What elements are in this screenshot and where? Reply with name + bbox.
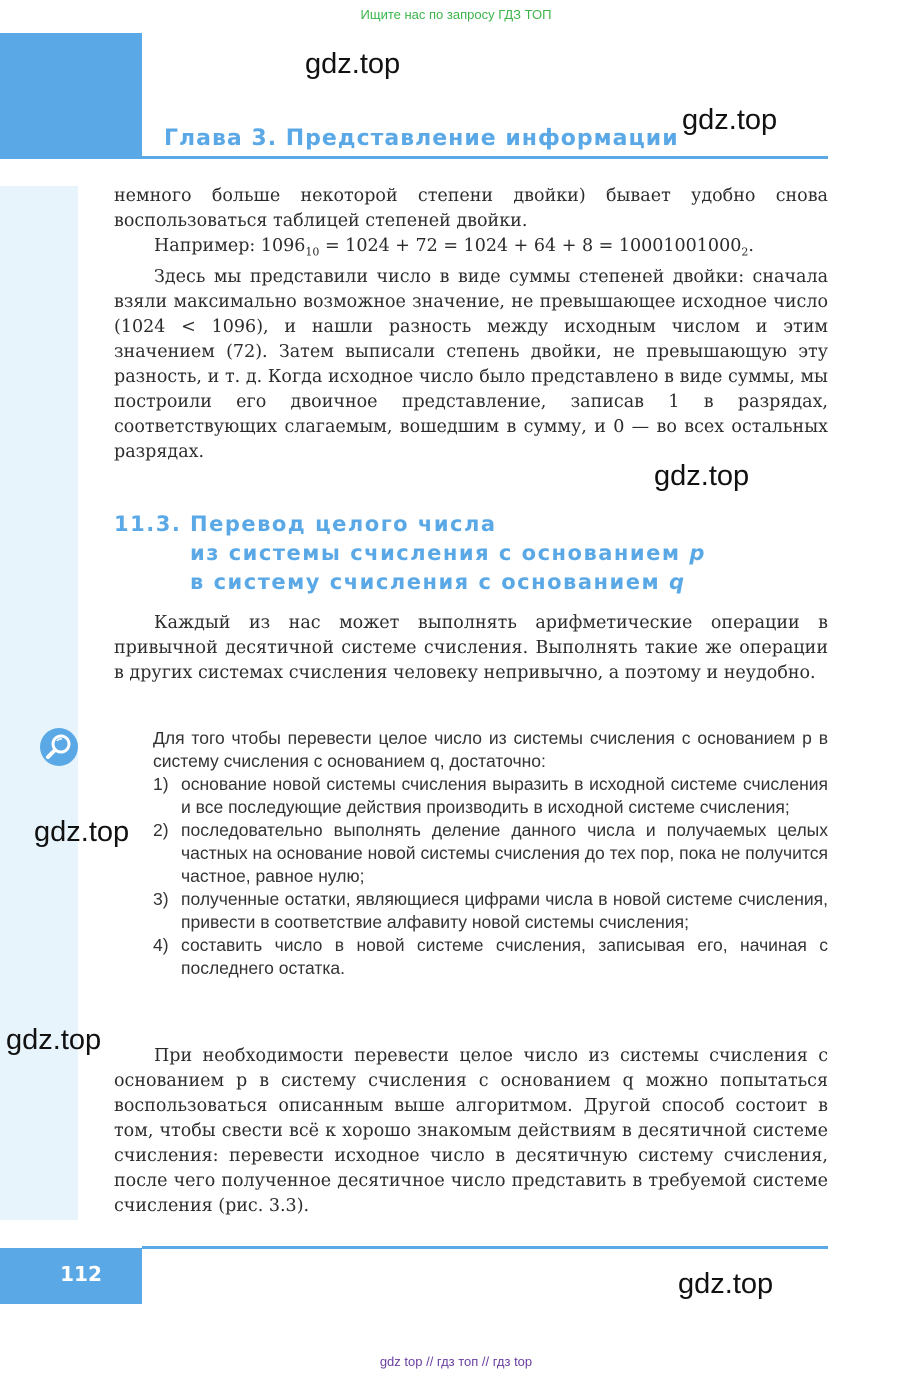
rule-item [153,819,828,888]
example-end: . [748,236,754,256]
rule-item-text: основание новой системы счисления выразить в исходной системе счисления и все последующие действия производить в исходной системе счисления; [181,774,828,817]
header-rule [142,156,828,159]
section-title-line2: из системы счисления с основанием [190,541,690,565]
section-heading [114,510,706,597]
section-paragraph: Каждый из нас может выполнять арифметические операции в привычной десятичной системе счисления. Выполнять такие же операции в других системах счисления человеку непривычно, а поэтому и неудобно. [114,613,828,683]
watermark: gdz.top [6,1024,102,1056]
rule-item [153,888,828,934]
watermark: gdz.top [305,48,401,80]
watermark: gdz.top [654,460,750,492]
example-base-2: 2 [741,245,749,259]
rule-intro: Для того чтобы перевести целое число из системы счисления с основанием p в систему счисления с основанием q, достаточно: [153,728,828,771]
header-color-block [0,33,142,159]
rule-item-text: последовательно выполнять деление данного числа и получаемых целых частных на основание новой системы счисления до тех пор, пока не получится частное, равное нулю; [181,820,828,886]
rule-box [153,727,828,980]
rule-item-text: полученные остатки, являющиеся цифрами числа в новой системе счисления, привести в соответствие алфавиту новой системы счисления; [181,889,828,932]
bottom-links[interactable]: gdz top // гдз топ // гдз top [379,1354,533,1369]
rule-item-number: 4) [153,935,169,955]
rule-item-text: составить число в новой системе счисления, записывая его, начиная с последнего остатка. [181,935,828,978]
section-var-p: p [689,541,706,565]
chapter-title: Глава 3. Представление информации [164,126,679,151]
watermark: gdz.top [34,816,130,848]
explanation-paragraph: Здесь мы представили число в виде суммы степеней двойки: сначала взяли максимально возможное значение, не превышающее исходное число (1024 < 1096), и нашли разность между исходным числом и этим значением (72). Затем выписали степень двойки, не превышающую эту разность, и т. д. Когда исходное число было представлено в виде суммы, мы построили его двоичное представление, записав 1 в разрядах, соответствующих слагаемым, вошедшим в сумму, и 0 — во всех остальных разрядах. [114,266,828,462]
page-number: 112 [60,1262,102,1286]
body-text-bottom [114,1044,828,1219]
final-paragraph: При необходимости перевести целое число из системы счисления с основанием p в систему счисления с основанием q можно попытаться воспользоваться описанным выше алгоритмом. Другой способ состоит в том, чтобы свести всё к хорошо знакомым действиям в десятичной системе счисления: перевести исходное число в десятичную систему счисления, после чего полученное десятичное число представить в требуемой системе счисления (рис. 3.3). [114,1046,828,1216]
rule-item-number: 1) [153,774,169,794]
side-margin-strip [0,186,78,1220]
watermark: gdz.top [682,104,778,136]
body-text-section [114,611,828,686]
magnifier-icon [40,728,78,766]
rule-item-number: 2) [153,820,169,840]
body-text-top [114,184,828,465]
watermark: gdz.top [678,1268,774,1300]
section-title-line1: Перевод целого числа [190,512,497,536]
example-base-10: 10 [305,245,320,259]
top-search-banner[interactable]: Ищите нас по запросу ГДЗ ТОП [360,7,552,22]
example-expression: = 1024 + 72 = 1024 + 64 + 8 = 10001001000 [319,236,742,256]
section-title-line3: в систему счисления с основанием [190,570,669,594]
rule-item [153,934,828,980]
section-number: 11.3. [114,512,182,536]
example-prefix: Например: 1096 [154,236,306,256]
rule-item [153,773,828,819]
intro-paragraph: немного больше некоторой степени двойки) бывает удобно снова воспользоваться таблицей степеней двойки. [114,186,828,231]
example-line [114,234,828,265]
section-var-q: q [668,570,686,594]
rule-item-number: 3) [153,889,169,909]
footer-rule [142,1246,828,1249]
